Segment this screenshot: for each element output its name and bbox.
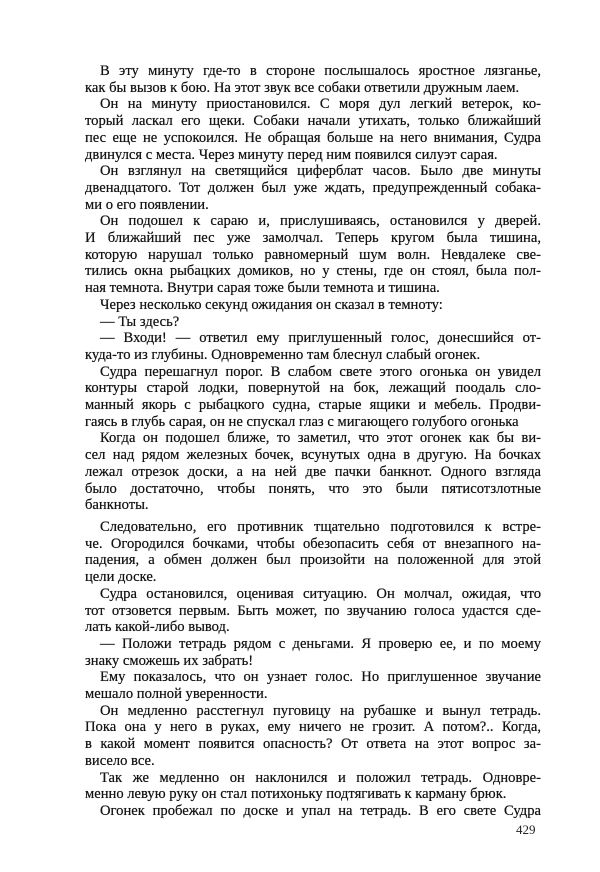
text-line: в какой момент появится опасность? От ответа на этот вопрос за- bbox=[85, 736, 541, 753]
text-line: тились окна рыбацких домиков, но у стены, где он стоял, была пол- bbox=[85, 263, 541, 280]
text-line: — Ты здесь? bbox=[100, 313, 180, 330]
text-line: Он медленно расстегнул пуговицу на рубашке и вынул тетрадь. bbox=[100, 702, 541, 719]
text-line: И ближайший пес уже замолчал. Теперь кругом была тишина, bbox=[85, 230, 541, 247]
text-line: Судра перешагнул порог. В слабом свете этого огонька он увидел bbox=[100, 363, 541, 380]
text-line: Когда он подошел ближе, то заметил, что этот огонек как бы ви- bbox=[100, 430, 541, 447]
text-line: тот отзовется первым. Быть может, по звучанию голоса удастся сде- bbox=[85, 602, 541, 619]
text-line: В эту минуту где-то в стороне послышалось яростное лязганье, bbox=[100, 63, 541, 79]
paragraph bbox=[85, 330, 541, 363]
text-line: Судра остановился, оценивая ситуацию. Он молчал, ожидая, что bbox=[100, 585, 541, 602]
paragraph bbox=[85, 297, 541, 314]
paragraph bbox=[85, 770, 541, 803]
text-line: че. Огородился бочками, чтобы обезопасить себя от внезапного на- bbox=[85, 535, 541, 552]
text-line: которую нарушал только равномерный шум волн. Невдалеке све- bbox=[85, 246, 541, 263]
text-line: — Положи тетрадь рядом с деньгами. Я проверю ее, и по моему bbox=[100, 635, 541, 652]
text-line: падения, а обмен должен был произойти на положенной для этой bbox=[85, 552, 541, 569]
text-line: — Входи! — ответил ему приглушенный голос, донесшийся от- bbox=[100, 330, 541, 347]
book-page-text bbox=[85, 63, 541, 820]
text-line: торый ласкал его щеки. Собаки начали утихать, только ближайший bbox=[85, 113, 541, 130]
text-line: двинулся с места. Через минуту перед ним появился силуэт сарая. bbox=[85, 146, 498, 163]
text-line: сел над рядом железных бочек, всунутых одна в другую. На бочках bbox=[85, 447, 541, 464]
text-line: банкноты. bbox=[85, 497, 149, 514]
text-line: лать какой-либо вывод. bbox=[85, 619, 230, 636]
text-line: ми о его появлении. bbox=[85, 196, 209, 213]
text-line: гаясь в глубь сарая, он не спускал глаз с мигающего голубого огонька bbox=[85, 413, 519, 430]
paragraph bbox=[85, 430, 541, 514]
paragraph bbox=[85, 213, 541, 297]
text-line: менно левую руку он стал потихоньку подтягивать к карману брюк. bbox=[85, 786, 507, 803]
paragraph bbox=[85, 314, 541, 331]
paragraph bbox=[85, 63, 541, 96]
text-line: контуры старой лодки, повернутой на бок, лежащий поодаль сло- bbox=[85, 380, 541, 397]
text-line: Ему показалось, что он узнает голос. Но приглушенное звучание bbox=[100, 669, 541, 686]
text-line: Он на минуту приостановился. С моря дул легкий ветерок, ко- bbox=[100, 96, 541, 113]
paragraph bbox=[85, 519, 541, 586]
paragraph bbox=[85, 96, 541, 163]
paragraph bbox=[85, 636, 541, 669]
text-line: куда-то из глубины. Одновременно там блеснул слабый огонек. bbox=[85, 346, 481, 363]
text-line: мешало полной уверенности. bbox=[85, 686, 268, 703]
page-number: 429 bbox=[516, 822, 536, 837]
text-line: Он подошел к сараю и, прислушиваясь, остановился у дверей. bbox=[100, 213, 541, 230]
paragraph bbox=[85, 669, 541, 702]
text-line: пес еще не успокоился. Не обращая больше на него внимания, Судра bbox=[85, 129, 541, 146]
text-line: Пока она у него в руках, ему ничего не грозит. А потом?.. Когда, bbox=[85, 719, 541, 736]
paragraph bbox=[85, 364, 541, 431]
text-line: лежал отрезок доски, а на ней две пачки банкнот. Одного взгляда bbox=[85, 463, 541, 480]
text-line: Через несколько секунд ожидания он сказал в темноту: bbox=[100, 296, 443, 313]
paragraph bbox=[85, 703, 541, 770]
text-line: знаку сможешь их забрать! bbox=[85, 652, 254, 669]
text-line: Огонек пробежал по доске и упал на тетрадь. В его свете Судра bbox=[100, 802, 541, 819]
paragraph bbox=[85, 163, 541, 213]
paragraph bbox=[85, 586, 541, 636]
text-line: висело все. bbox=[85, 752, 155, 769]
text-line: манный якорь с рыбацкого судна, старые ящики и мебель. Продви- bbox=[85, 397, 541, 414]
text-line: Он взглянул на светящийся циферблат часов. Было две минуты bbox=[100, 163, 541, 180]
text-line: как бы вызов к бою. На этот звук все собаки ответили дружным лаем. bbox=[85, 79, 520, 96]
text-line: двенадцатого. Тот должен был уже ждать, предупрежденный собака- bbox=[85, 179, 541, 196]
text-line: цели доске. bbox=[85, 569, 157, 586]
text-line: ная темнота. Внутри сарая тоже были темнота и тишина. bbox=[85, 280, 440, 297]
paragraph bbox=[85, 803, 541, 820]
text-line: Следовательно, его противник тщательно подготовился к встре- bbox=[100, 518, 541, 535]
text-line: Так же медленно он наклонился и положил тетрадь. Одновре- bbox=[100, 769, 541, 786]
text-line: было достаточно, чтобы понять, что это были пятисотзлотные bbox=[85, 480, 541, 497]
